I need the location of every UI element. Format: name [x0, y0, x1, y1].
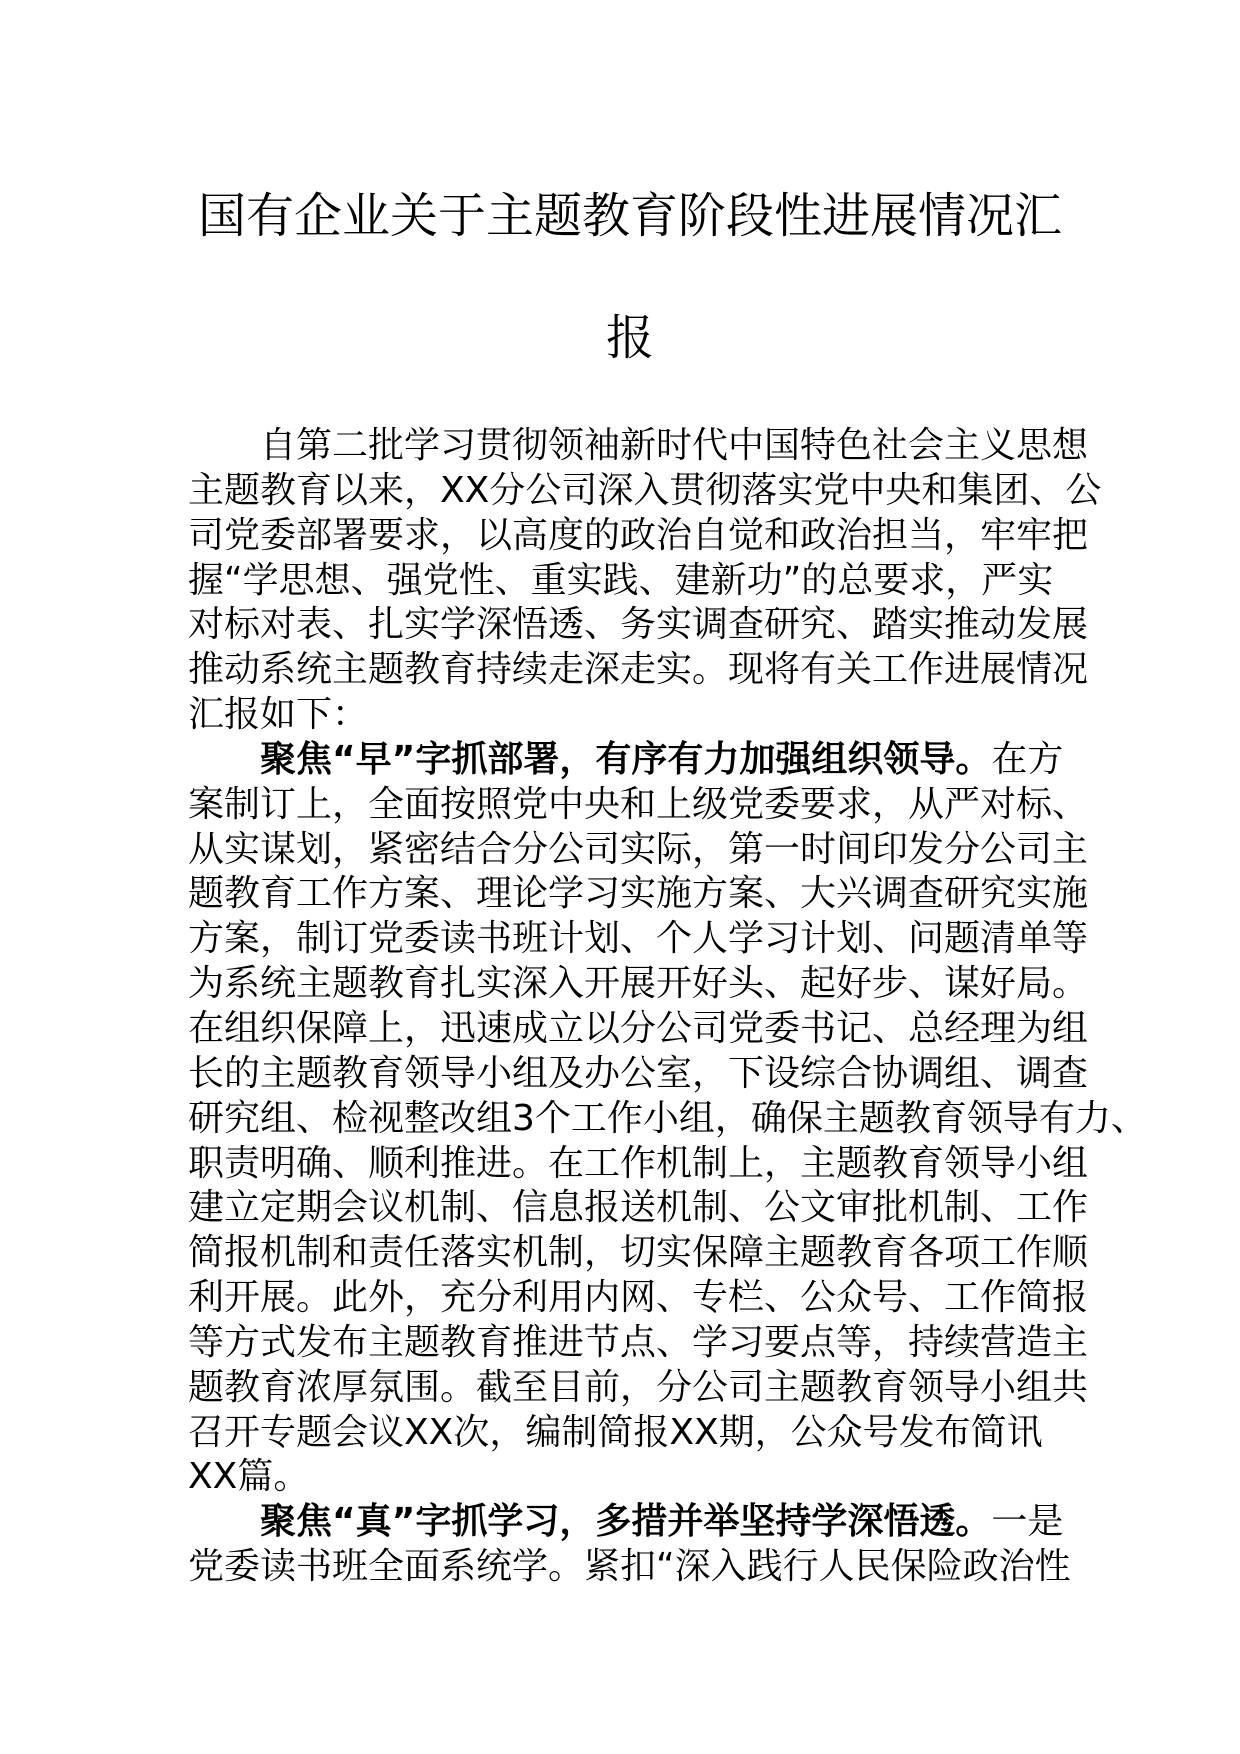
- line-text: 等方式发布主题教育推进节点、学习要点等，持续营造主: [188, 1321, 1089, 1363]
- text-line: [188, 559, 1088, 604]
- line-text: 简报机制和责任落实机制，切实保障主题教育各项工作顺: [188, 1232, 1089, 1274]
- text-line: [188, 469, 1102, 514]
- line-text: 长的主题教育领导小组及办公室，下设综合协调组、调查: [188, 1052, 1089, 1094]
- line-text: 召开专题会议XX次，编制简报XX期，公众号发布简讯: [188, 1411, 1043, 1453]
- line-text: 为系统主题教育扎实深入开展开好头、起好步、谋好局。: [188, 963, 1089, 1005]
- text-line: [188, 1321, 1088, 1366]
- text-line: [188, 1500, 1088, 1545]
- text-line: [188, 1545, 1088, 1590]
- line-text: 在组织保障上，迅速成立以分公司党委书记、总经理为组: [188, 1007, 1089, 1049]
- text-line: [188, 1231, 1088, 1276]
- text-line: [188, 738, 1088, 783]
- document-title-line-1: 国有企业关于主题教育阶段性进展情况汇: [197, 188, 1062, 244]
- text-line: [188, 514, 1088, 559]
- text-line: [188, 424, 1088, 469]
- line-text: 汇报如下：: [188, 694, 369, 736]
- line-text: 利开展。此外，充分利用内网、专栏、公众号、工作简报: [188, 1277, 1089, 1319]
- document-body: [188, 424, 1147, 1590]
- line-text: 在方: [991, 738, 1064, 780]
- line-text: 主题教育以来，XX分公司深入贯彻落实党中央和集团、公: [188, 469, 1102, 511]
- line-text: 案制订上，全面按照党中央和上级党委要求，从严对标、: [188, 783, 1089, 825]
- line-text: 从实谋划，紧密结合分公司实际，第一时间印发分公司主: [188, 828, 1089, 870]
- bold-heading: 聚焦“早”字抓部署，有序有力加强组织领导。: [260, 738, 992, 780]
- text-line: [188, 1007, 1088, 1052]
- line-text: 一是: [991, 1501, 1064, 1543]
- text-line: [188, 1097, 1147, 1142]
- text-line: [188, 1186, 1088, 1231]
- line-text: 对标对表、扎实学深悟透、务实调查研究、踏实推动发展: [188, 604, 1089, 646]
- text-line: [188, 1366, 1088, 1411]
- text-line: [188, 1142, 1088, 1187]
- line-text: 题教育工作方案、理论学习实施方案、大兴调查研究实施: [188, 873, 1089, 915]
- line-text: 司党委部署要求，以高度的政治自觉和政治担当，牢牢把: [188, 514, 1089, 556]
- text-line: [188, 1411, 1088, 1456]
- text-line: [188, 872, 1088, 917]
- line-text: 握“学思想、强党性、重实践、建新功”的总要求，严实: [188, 559, 1054, 601]
- line-text: 研究组、检视整改组3个工作小组，确保主题教育领导有力、: [188, 1097, 1147, 1139]
- text-line: [188, 783, 1088, 828]
- line-text: 方案，制订党委读书班计划、个人学习计划、问题清单等: [188, 918, 1089, 960]
- text-line: [188, 962, 1088, 1007]
- line-text: 建立定期会议机制、信息报送机制、公文审批机制、工作: [188, 1187, 1089, 1229]
- line-text: 题教育浓厚氛围。截至目前，分公司主题教育领导小组共: [188, 1366, 1089, 1408]
- text-line: [188, 1276, 1088, 1321]
- text-line: [188, 917, 1088, 962]
- text-line: [188, 1455, 1088, 1500]
- text-line: [188, 603, 1088, 648]
- line-text: XX篇。: [188, 1456, 310, 1498]
- text-line: [188, 693, 1088, 738]
- bold-heading: 聚焦“真”字抓学习，多措并举坚持学深悟透。: [260, 1501, 992, 1543]
- line-text: 自第二批学习贯彻领袖新时代中国特色社会主义思想: [260, 425, 1089, 466]
- text-line: [188, 1052, 1088, 1097]
- text-line: [188, 648, 1088, 693]
- line-text: 党委读书班全面系统学。紧扣“深入践行人民保险政治性: [188, 1546, 1071, 1588]
- line-text: 推动系统主题教育持续走深走实。现将有关工作进展情况: [188, 649, 1089, 691]
- text-line: [188, 828, 1088, 873]
- line-text: 职责明确、顺利推进。在工作机制上，主题教育领导小组: [188, 1142, 1089, 1184]
- document-title-line-2: 报: [605, 310, 654, 366]
